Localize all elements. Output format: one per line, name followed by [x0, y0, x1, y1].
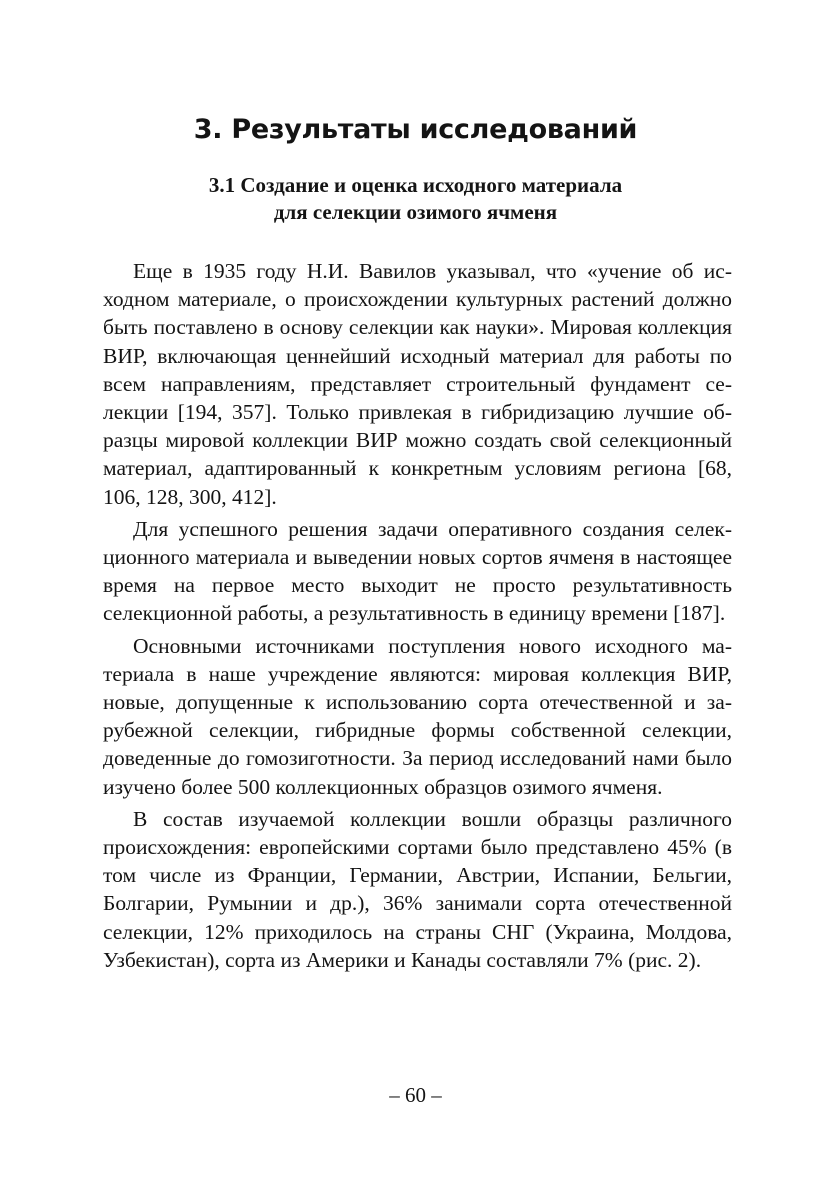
- section-title-line-2: для селекции озимого ячменя: [273, 200, 558, 224]
- paragraph-4: В состав изучаемой коллекции вошли образцы различного происхождения: европейскими сортами было представлено 45% (в том числе из Франции, Германии, Австрии, Испании, Бельгии, Болгарии, Румынии и др.), 36% занимали сорта отечественной селекции, 12% приходилось на страны СНГ (Украина, Молдова, Узбекистан), сорта из Америки и Канады составляли 7% (рис. 2).: [103, 806, 732, 972]
- paragraph-2: Для успешного решения задачи оперативного создания селекционного материала и выведении новых сортов ячменя в настоящее время на первое место выходит не просто результативность селекционной работы, а результативность в единицу времени [187].: [103, 516, 732, 626]
- body-text: [103, 257, 732, 978]
- section-title-line-1: 3.1 Создание и оценка исходного материала: [208, 173, 623, 197]
- section-title: [0, 172, 831, 226]
- page-number: – 60 –: [389, 1083, 442, 1107]
- paragraph-3: Основными источниками поступления нового исходного материала в наше учреждение являются: мировая коллекция ВИР, новые, допущенные к использованию сорта отечественной и зарубежной селекции, гибридные формы собственной селекции, доведенные до гомозиготности. За период исследований нами было изучено более 500 коллекционных образцов озимого ячменя.: [103, 633, 732, 799]
- chapter-title: 3. Результаты исследований: [193, 114, 638, 145]
- paragraph-1: Еще в 1935 году Н.И. Вавилов указывал, что «учение об исходном материале, о происхождении культурных растений должно быть поставлено в основу селекции как науки». Мировая коллекция ВИР, включающая ценнейший исходный материал для работы по всем направлениям, представляет строительный фундамент селекции [194, 357]. Только привлекая в гибридизацию лучшие образцы мировой коллекции ВИР можно создать свой селекционный материал, адаптированный к конкретным условиям региона [68, 106, 128, 300, 412].: [103, 259, 732, 509]
